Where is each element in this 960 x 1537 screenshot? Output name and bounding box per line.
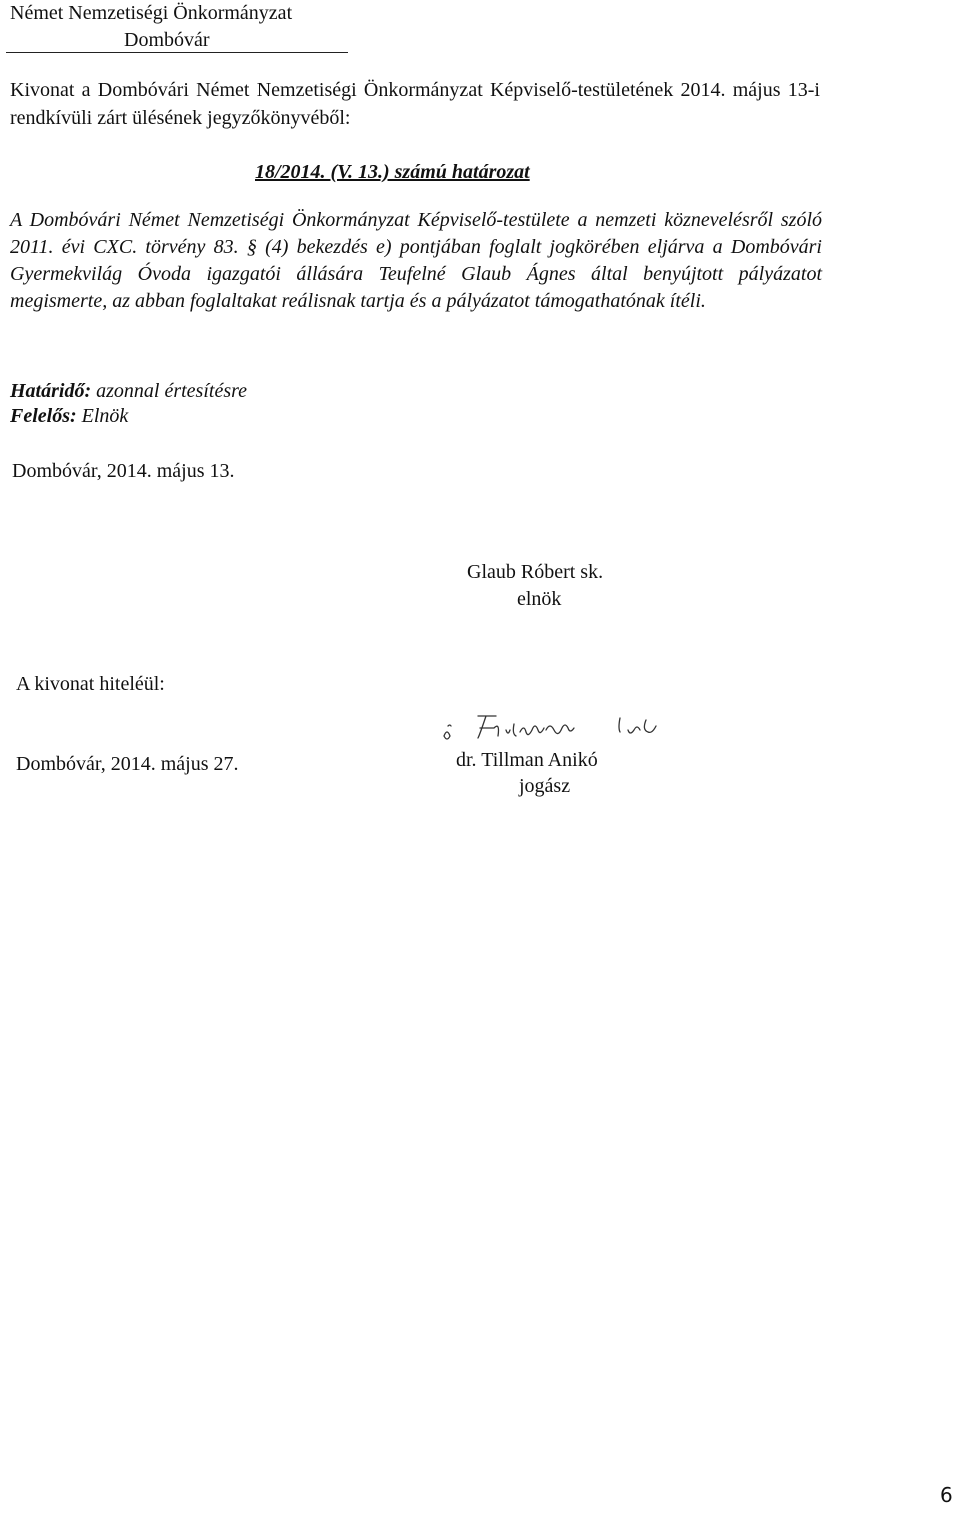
date-certified: Dombóvár, 2014. május 27.: [16, 753, 239, 775]
responsible-value: Elnök: [81, 405, 129, 427]
responsible-line: [10, 405, 128, 428]
certifier-role: jogász: [519, 775, 571, 797]
header-org-name: Német Nemzetiségi Önkormányzat: [10, 2, 293, 24]
resolution-body: A Dombóvári Német Nemzetiségi Önkormányzat Képviselő-testülete a nemzeti köznevelésről szóló 2011. évi CXC. törvény 83. § (4) bekezdés e) pontjában foglalt jogkörében eljárva a Dombóvári Gyermekvilág Óvoda igazgatói állására Teufelné Glaub Ágnes által benyújtott pályázatot megismerte, az abban foglaltakat reálisnak tartja és a pályázatot támogathatónak ítéli.: [10, 209, 822, 312]
handwritten-signature: [420, 700, 720, 752]
header-city: Dombóvár: [124, 29, 210, 51]
page-number: 6: [940, 1483, 953, 1507]
deadline-value: azonnal értesítésre: [96, 380, 248, 402]
extract-intro: Kivonat a Dombóvári Német Nemzetiségi Önkormányzat Képviselő-testületének 2014. május 13-i rendkívüli zárt ülésének jegyzőkönyvéből:: [10, 79, 820, 129]
resolution-title: 18/2014. (V. 13.) számú határozat: [255, 161, 530, 183]
signatory-name: Glaub Róbert sk.: [467, 561, 604, 583]
certifier-name: dr. Tillman Anikó: [456, 749, 598, 771]
deadline-label: Határidő:: [10, 380, 92, 402]
date-signed: Dombóvár, 2014. május 13.: [12, 460, 235, 482]
deadline-line: [10, 380, 247, 403]
header-divider: [6, 52, 348, 53]
signatory-role: elnök: [517, 588, 562, 610]
responsible-label: Felelős:: [10, 405, 77, 427]
certification-label: A kivonat hiteléül:: [16, 673, 165, 695]
